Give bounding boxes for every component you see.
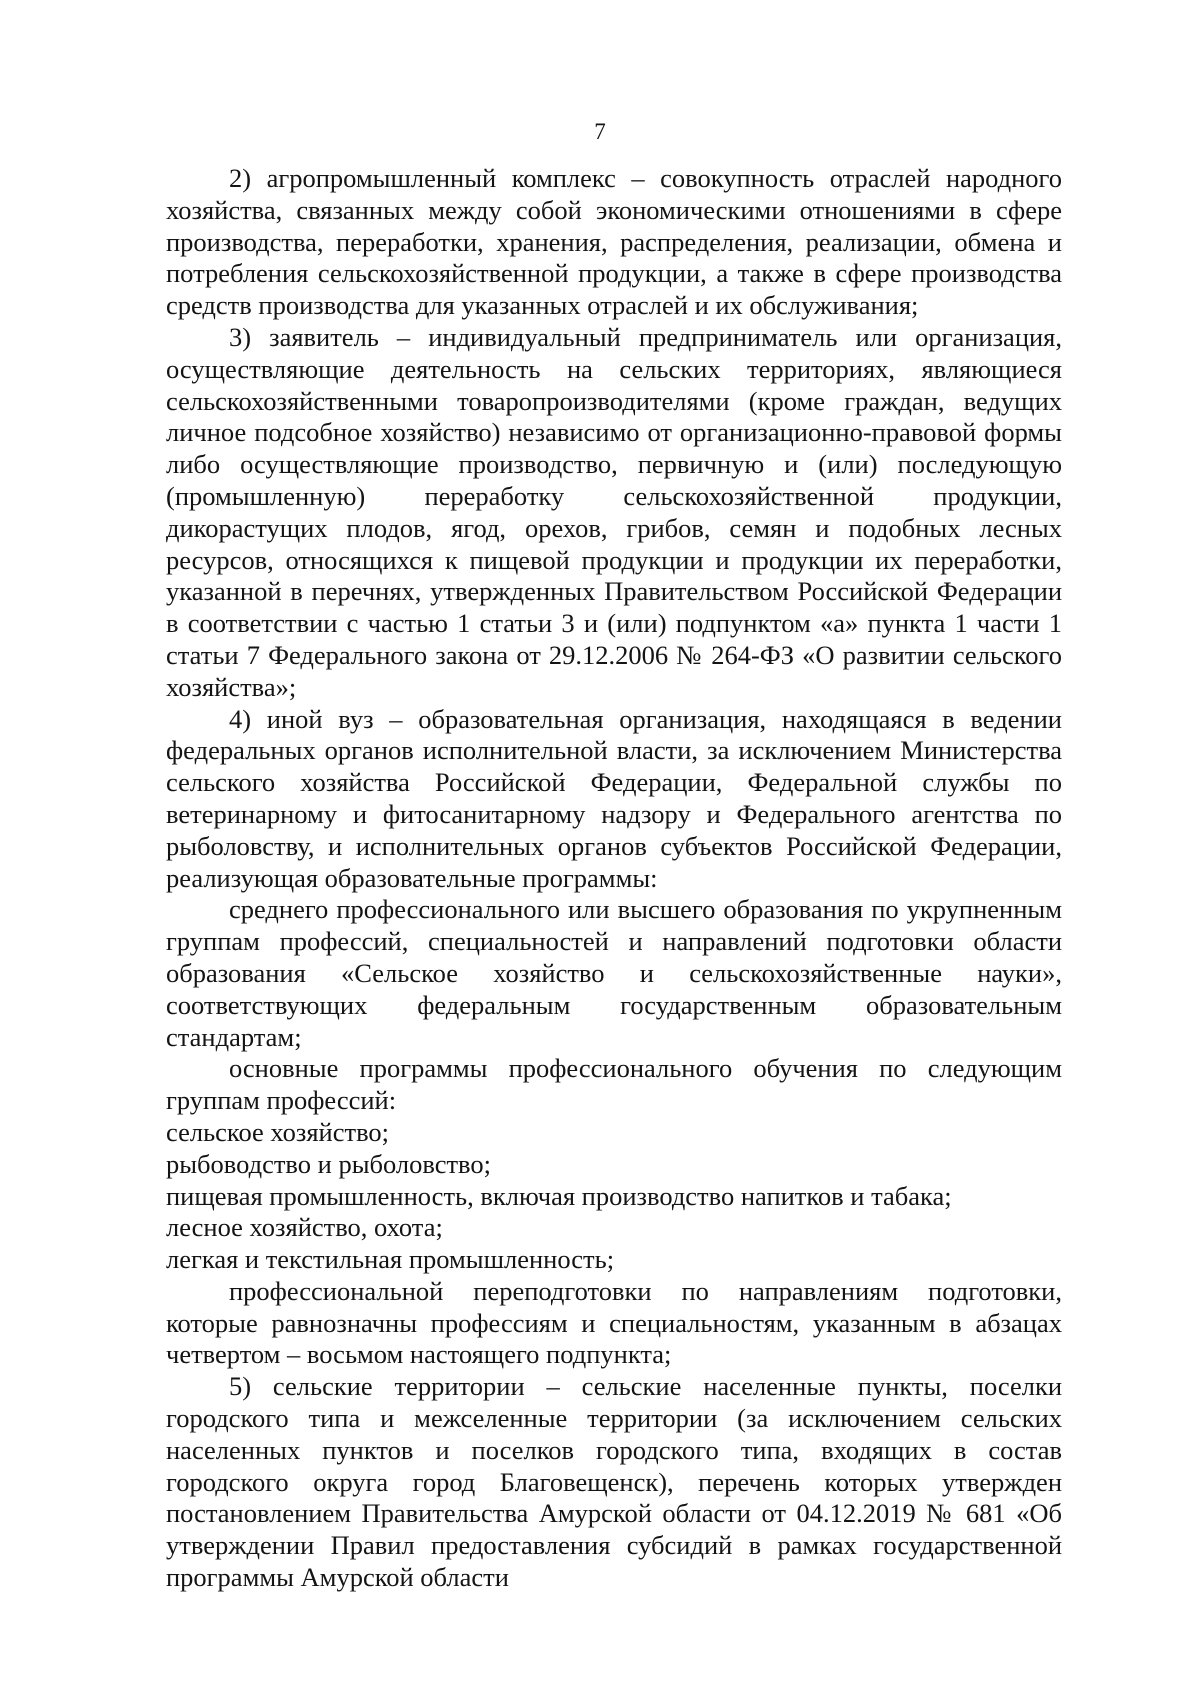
paragraph-retraining: профессиональной переподготовки по направлениям подготовки, которые равнозначны профессиям и специальностям, указанным в абзацах четвертом – восьмом настоящего подпункта; xyxy=(166,1275,1062,1370)
paragraph-item-3: 3) заявитель – индивидуальный предприниматель или организация, осуществляющие деятельность на сельских территориях, являющиеся сельскохозяйственными товаропроизводителями (кроме граждан, ведущих личное подсобное хозяйство) независимо от организационно-правовой формы либо осуществляющие производство, первичную и (или) последующую (промышленную) переработку сельскохозяйственной продукции, дикорастущих плодов, ягод, орехов, грибов, семян и подобных лесных ресурсов, относящихся к пищевой продукции и продукции их переработки, указанной в перечнях, утвержденных Правительством Российской Федерации в соответствии с частью 1 статьи 3 и (или) подпунктом «а» пункта 1 части 1 статьи 7 Федерального закона от 29.12.2006 № 264-ФЗ «О развитии сельского хозяйства»; xyxy=(166,321,1062,702)
page-number: 7 xyxy=(594,119,606,144)
list-item-textile: легкая и текстильная промышленность; xyxy=(166,1244,615,1275)
paragraph-item-4: 4) иной вуз – образовательная организация, находящаяся в ведении федеральных органов исполнительной власти, за исключением Министерства сельского хозяйства Российской Федерации, Федеральной службы по ветеринарному и фитосанитарному надзору и Федерального агентства по рыболовству, и исполнительных органов субъектов Российской Федерации, реализующая образовательные программы: xyxy=(166,703,1062,893)
list-item-food-industry: пищевая промышленность, включая производство напитков и табака; xyxy=(166,1180,952,1211)
paragraph-secondary-education: среднего профессионального или высшего образования по укрупненным группам профессий, специальностей и направлений подготовки области образования «Сельское хозяйство и сельскохозяйственные науки», соответствующих федеральным государственным образовательным стандартам; xyxy=(166,894,1062,1052)
paragraph-item-5: 5) сельские территории – сельские населенные пункты, поселки городского типа и межселенные территории (за исключением сельских населенных пунктов и поселков городского типа, входящих в состав городского округа город Благовещенск), перечень которых утвержден постановлением Правительства Амурской области от 04.12.2019 № 681 «Об утверждении Правил предоставления субсидий в рамках государственной программы Амурской области xyxy=(166,1371,1062,1593)
list-item-fishing: рыбоводство и рыболовство; xyxy=(166,1148,492,1179)
list-item-agriculture: сельское хозяйство; xyxy=(166,1116,390,1147)
document-body xyxy=(166,163,1062,1594)
list-item-forestry: лесное хозяйство, охота; xyxy=(166,1212,443,1243)
paragraph-vocational-training: основные программы профессионального обучения по следующим группам профессий: xyxy=(166,1053,1062,1116)
paragraph-item-2: 2) агропромышленный комплекс – совокупность отраслей народного хозяйства, связанных между собой экономическими отношениями в сфере производства, переработки, хранения, распределения, реализации, обмена и потребления сельскохозяйственной продукции, а также в сфере производства средств производства для указанных отраслей и их обслуживания; xyxy=(166,163,1062,321)
